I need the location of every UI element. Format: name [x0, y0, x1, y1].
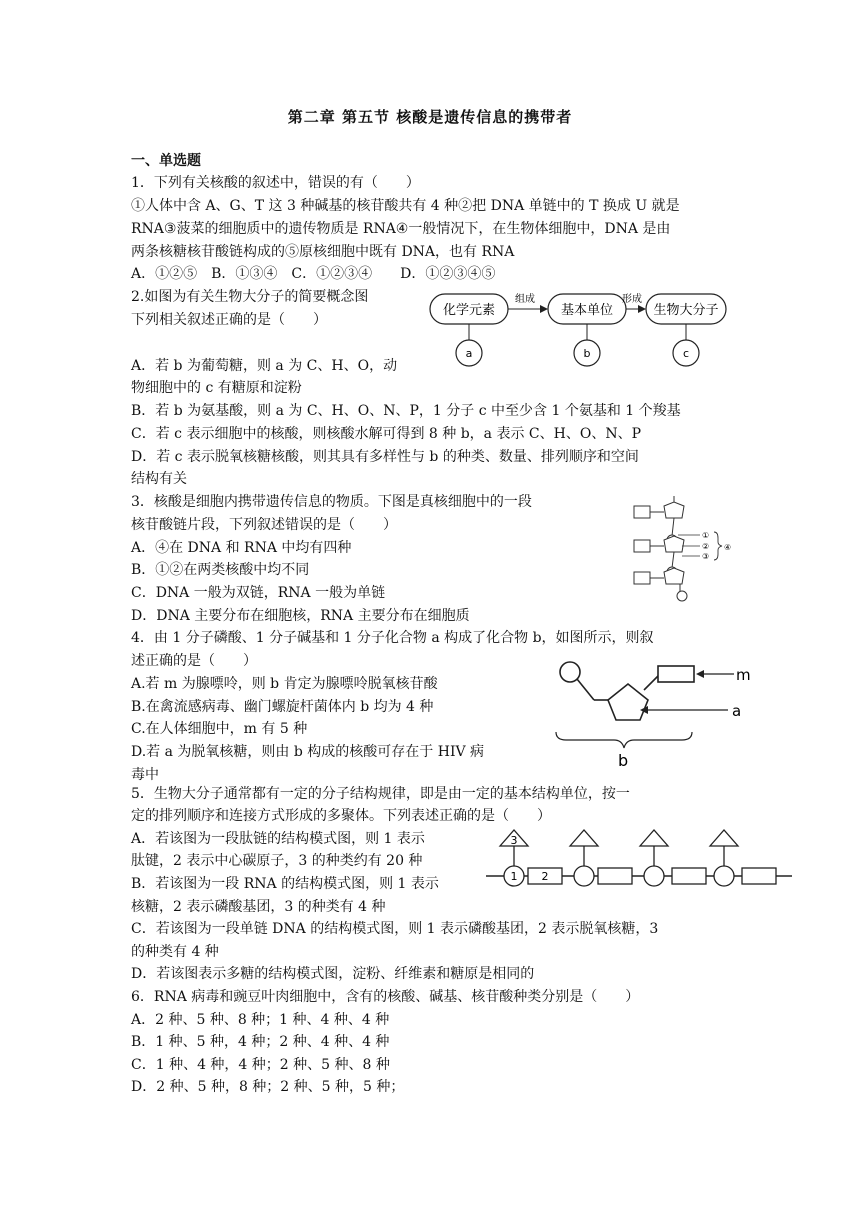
- q5-option-b-line-1: B．若该图为一段 RNA 的结构模式图，则 1 表示: [131, 876, 439, 892]
- brace-b: [556, 732, 692, 748]
- circle-c-label: c: [682, 347, 690, 360]
- q2-option-d-line-1: D．若 c 表示脱氧核糖核酸，则其具有多样性与 b 的种类、数量、排列顺序和空间: [131, 449, 639, 465]
- q2-stem-line-2: 下列相关叙述正确的是（ ）: [131, 312, 327, 328]
- q5-label-1: 1: [510, 870, 518, 883]
- q4-option-d-line-2: 毒中: [131, 767, 159, 783]
- q5-option-d: D．若该图表示多糖的结构模式图，淀粉、纤维素和糖原是相同的: [131, 966, 535, 982]
- q5-stem-line-2: 定的排列顺序和连接方式形成的多聚体。下列表述正确的是（ ）: [131, 808, 551, 824]
- q3-stem-line-1: 3．核酸是细胞内携带遗传信息的物质。下图是真核细胞中的一段: [131, 494, 532, 510]
- q2-option-a-line-1: A．若 b 为葡萄糖，则 a 为 C、H、O，动: [131, 358, 398, 374]
- q5-label-2: 2: [541, 870, 549, 883]
- q3-option-a: A．④在 DNA 和 RNA 中均有四种: [131, 540, 352, 556]
- box-macromolecule-label: 生物大分子: [653, 303, 719, 318]
- q5-option-c-line-2: 的种类有 4 种: [131, 944, 219, 960]
- document-title: 第二章 第五节 核酸是遗传信息的携带者: [287, 108, 573, 126]
- q1-line-2: RNA③菠菜的细胞质中的遗传物质是 RNA④一般情况下，在生物体细胞中，DNA 是由: [131, 221, 671, 237]
- q2-option-c: C．若 c 表示细胞中的核酸，则核酸水解可得到 8 种 b，a 表示 C、H、O、N、P: [131, 426, 641, 442]
- q3-stem-line-2: 核苷酸链片段，下列叙述错误的是（ ）: [131, 517, 397, 533]
- q3-nucleotide-chain-figure: [630, 494, 740, 606]
- q4-nucleotide-figure: [552, 654, 762, 770]
- box-chemical-elements-label: 化学元素: [442, 303, 496, 318]
- q1-line-3: 两条核糖核苷酸链构成的⑤原核细胞中既有 DNA，也有 RNA: [131, 244, 515, 260]
- arrow-label-form: 形成: [622, 294, 642, 305]
- q5-option-b-line-2: 核糖，2 表示磷酸基团，3 的种类有 4 种: [131, 899, 386, 915]
- q4-option-d-line-1: D.若 a 为脱氧核糖，则由 b 构成的核酸可存在于 HIV 病: [131, 744, 485, 760]
- q4-stem-line-1: 4．由 1 分子磷酸、1 分子碱基和 1 分子化合物 a 构成了化合物 b，如图所示，则叙: [131, 630, 654, 646]
- box-basic-unit-label: 基本单位: [560, 303, 614, 318]
- q2-option-a-line-2: 物细胞中的 c 有糖原和淀粉: [131, 380, 302, 396]
- q6-option-d: D．2 种、5 种，8 种；2 种、5 种，5 种；: [131, 1079, 405, 1095]
- q6-option-b: B．1 种、5 种，4 种；2 种、4 种、4 种: [131, 1034, 390, 1050]
- q3-label-2: ②: [702, 542, 710, 551]
- q4-label-m: m: [736, 666, 751, 684]
- q4-label-b: b: [618, 751, 629, 770]
- q5-option-a-line-1: A．若该图为一段肽链的结构模式图，则 1 表示: [131, 831, 425, 847]
- q2-option-b: B．若 b 为氨基酸，则 a 为 C、H、O、N、P，1 分子 c 中至少含 1 个氨基和 1 个羧基: [131, 403, 681, 419]
- q5-label-3: 3: [510, 834, 518, 847]
- q5-stem-line-1: 5．生物大分子通常都有一定的分子结构规律，即是由一定的基本结构单位，按一: [131, 786, 630, 802]
- q2-stem-line-1: 2.如图为有关生物大分子的简要概念图: [131, 289, 369, 305]
- circle-b-label: b: [583, 347, 591, 360]
- q5-polymer-figure: [484, 826, 794, 894]
- q1-options: A．①②⑤ B．①③④ C．①②③④ D．①②③④⑤: [131, 266, 496, 282]
- q1-line-1: ①人体中含 A、G、T 这 3 种碱基的核苷酸共有 4 种②把 DNA 单链中的 T 换成 U 就是: [131, 198, 680, 214]
- q2-option-d-line-2: 结构有关: [131, 471, 187, 487]
- q3-label-1: ①: [702, 531, 710, 540]
- q4-option-b: B.在禽流感病毒、幽门螺旋杆菌体内 b 均为 4 种: [131, 699, 434, 715]
- q4-label-a: a: [732, 702, 742, 720]
- q3-option-d: D．DNA 主要分布在细胞核，RNA 主要分布在细胞质: [131, 608, 470, 624]
- q6-option-a: A．2 种、5 种、8 种；1 种、4 种、4 种: [131, 1012, 390, 1028]
- q4-option-a: A.若 m 为腺嘌呤，则 b 肯定为腺嘌呤脱氧核苷酸: [131, 676, 438, 692]
- q3-option-c: C．DNA 一般为双链，RNA 一般为单链: [131, 585, 386, 601]
- pentose-ring: [608, 684, 648, 720]
- q3-label-3: ③: [702, 552, 710, 561]
- q4-stem-line-2: 述正确的是（ ）: [131, 653, 257, 669]
- q4-option-c: C.在人体细胞中，m 有 5 种: [131, 721, 308, 737]
- section-heading: 一、单选题: [131, 153, 201, 169]
- q5-option-c-line-1: C．若该图为一段单链 DNA 的结构模式图，则 1 表示磷酸基团，2 表示脱氧核糖，3: [131, 921, 659, 937]
- arrow-label-compose: 组成: [515, 294, 535, 305]
- arrow-head-1: [540, 305, 548, 313]
- q1-stem: 1．下列有关核酸的叙述中，错误的有（ ）: [131, 175, 420, 191]
- circle-a-label: a: [465, 347, 473, 360]
- q3-option-b: B．①②在两类核酸中均不同: [131, 562, 310, 578]
- q6-option-c: C．1 种、4 种，4 种；2 种、5 种、8 种: [131, 1057, 390, 1073]
- q5-option-a-line-2: 肽键，2 表示中心碳原子，3 的种类约有 20 种: [131, 853, 423, 869]
- arrow-head-2: [638, 305, 646, 313]
- q3-label-4: ④: [724, 543, 732, 552]
- q6-stem: 6．RNA 病毒和豌豆叶肉细胞中，含有的核酸、碱基、核苷酸种类分别是（ ）: [131, 989, 640, 1005]
- q2-concept-diagram: [428, 286, 728, 370]
- base-box: [658, 666, 694, 682]
